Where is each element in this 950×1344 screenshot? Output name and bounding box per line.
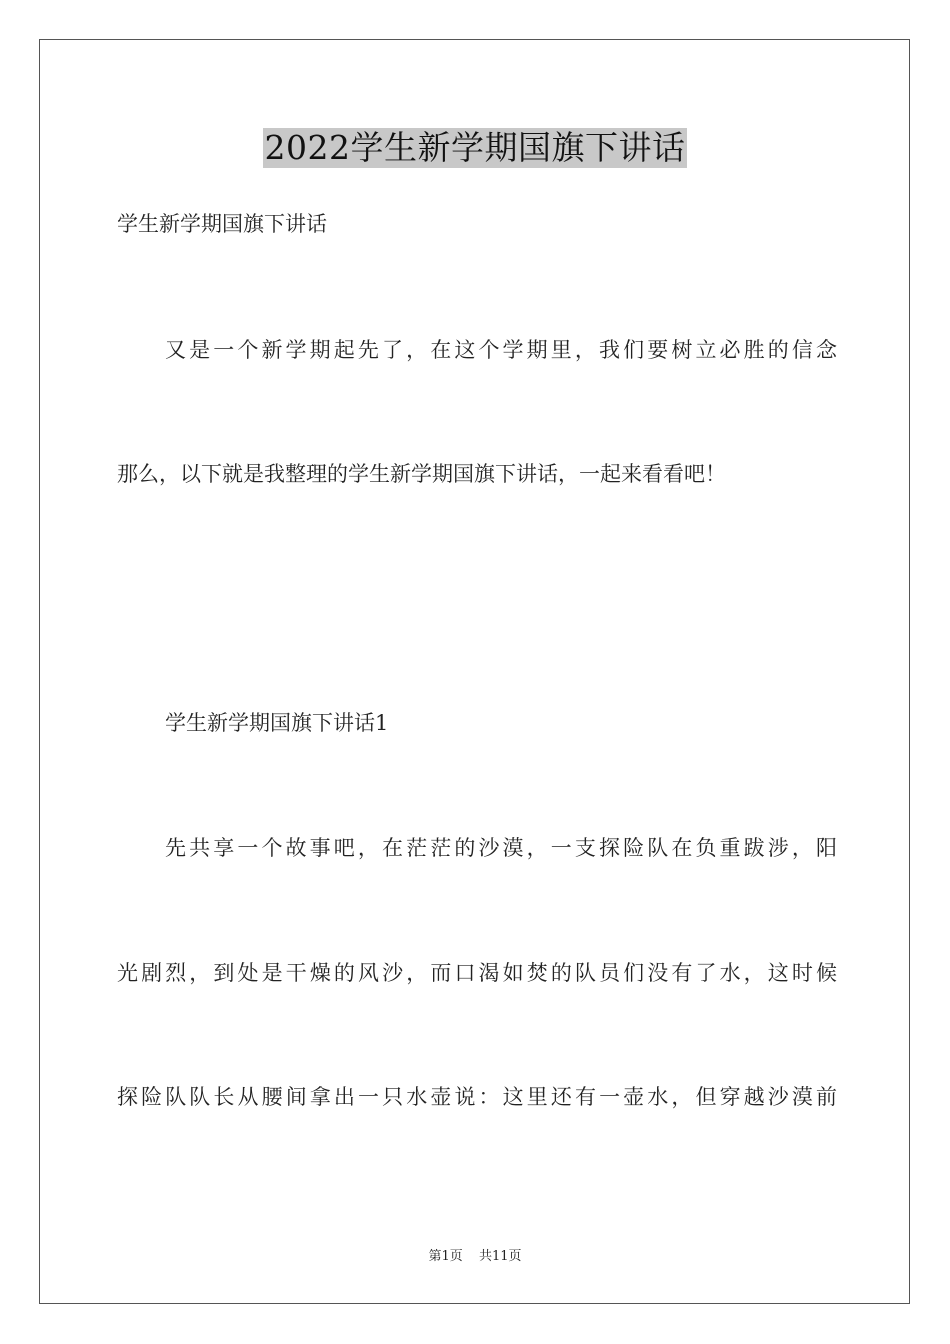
- title-area: [0, 128, 950, 168]
- page-total: 共11页: [478, 1249, 522, 1264]
- story-paragraph-line-3: 探险队队长从腰间拿出一只水壶说：这里还有一壶水，但穿越沙漠前: [117, 1085, 837, 1109]
- story-paragraph-line-1: 先共享一个故事吧，在茫茫的沙漠，一支探险队在负重跋涉，阳: [165, 836, 837, 860]
- subtitle-text: 学生新学期国旗下讲话: [117, 212, 327, 236]
- page-number: 第1页: [428, 1249, 463, 1264]
- document-title: 2022学生新学期国旗下讲话: [264, 128, 686, 167]
- story-paragraph-line-2: 光剧烈，到处是干燥的风沙，而口渴如焚的队员们没有了水，这时候: [117, 961, 837, 985]
- page-footer: [0, 1249, 950, 1265]
- intro-paragraph-line-1: 又是一个新学期起先了，在这个学期里，我们要树立必胜的信念: [165, 338, 837, 362]
- intro-paragraph-line-2: 那么，以下就是我整理的学生新学期国旗下讲话，一起来看看吧！: [117, 462, 726, 486]
- section-heading: 学生新学期国旗下讲话1: [165, 711, 389, 735]
